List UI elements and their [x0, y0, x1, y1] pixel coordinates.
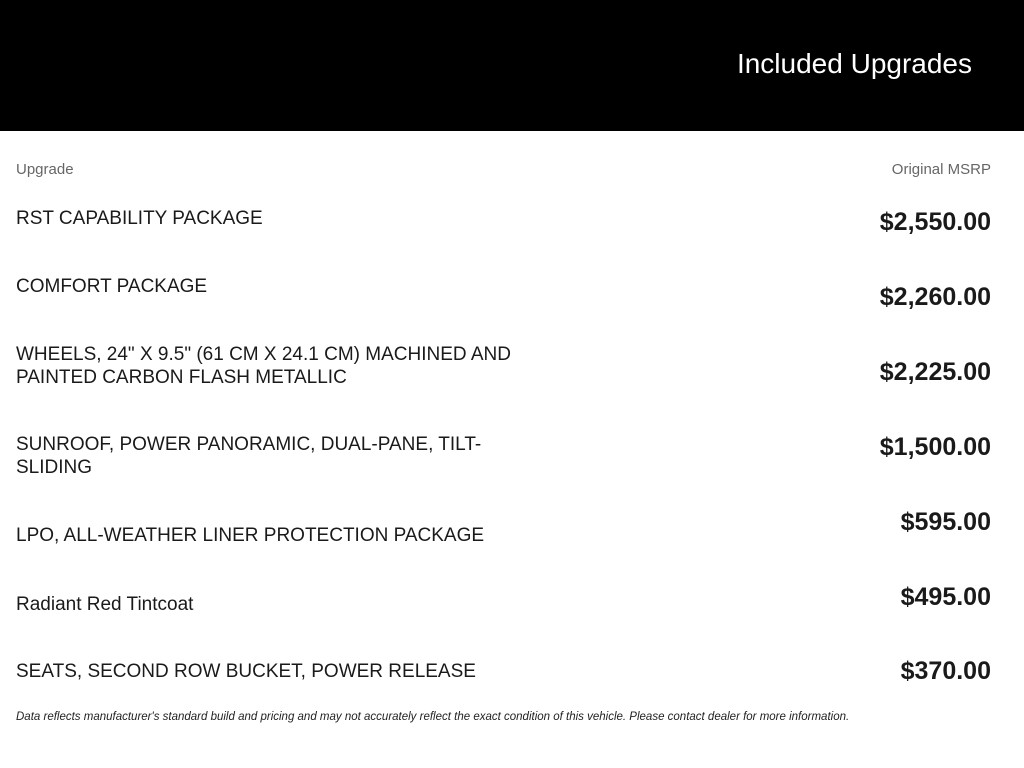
upgrade-name: RST CAPABILITY PACKAGE: [16, 208, 263, 229]
upgrade-row-radiant-red: [16, 581, 991, 641]
upgrade-price: $2,260.00: [879, 283, 991, 311]
upgrade-row-sunroof: [16, 432, 991, 492]
upgrade-row-rst-capability: [16, 205, 991, 265]
page-title: Included Upgrades: [736, 48, 972, 79]
upgrade-name: Radiant Red Tintcoat: [16, 594, 194, 615]
upgrade-row-lpo-liner: [16, 506, 991, 566]
upgrade-price: $495.00: [900, 583, 991, 611]
upgrade-price: $1,500.00: [879, 433, 991, 461]
upgrade-name: COMFORT PACKAGE: [16, 276, 208, 297]
upgrade-price: $2,225.00: [879, 358, 991, 386]
upgrade-price: $595.00: [900, 508, 991, 536]
upgrade-price: $2,550.00: [879, 208, 991, 236]
upgrade-name: SUNROOF, POWER PANORAMIC, DUAL-PANE, TILT-SLIDING: [16, 434, 482, 478]
upgrade-name: LPO, ALL-WEATHER LINER PROTECTION PACKAGE: [16, 525, 485, 546]
upgrade-name: WHEELS, 24" X 9.5" (61 CM X 24.1 CM) MACHINED AND PAINTED CARBON FLASH METALLIC: [16, 344, 511, 388]
header-bar: [0, 0, 1024, 131]
disclaimer-note: Data reflects manufacturer's standard build and pricing and may not accurately reflect the exact condition of this vehicle. Please contact dealer for more information.: [16, 711, 850, 723]
upgrade-row-comfort: [16, 274, 991, 334]
column-header-msrp: Original MSRP: [891, 161, 991, 178]
upgrade-row-seats: [16, 655, 991, 715]
column-header-upgrade: Upgrade: [16, 161, 74, 178]
upgrade-row-wheels: [16, 342, 991, 402]
upgrade-price: $370.00: [900, 657, 991, 685]
upgrade-name: SEATS, SECOND ROW BUCKET, POWER RELEASE: [16, 661, 476, 682]
